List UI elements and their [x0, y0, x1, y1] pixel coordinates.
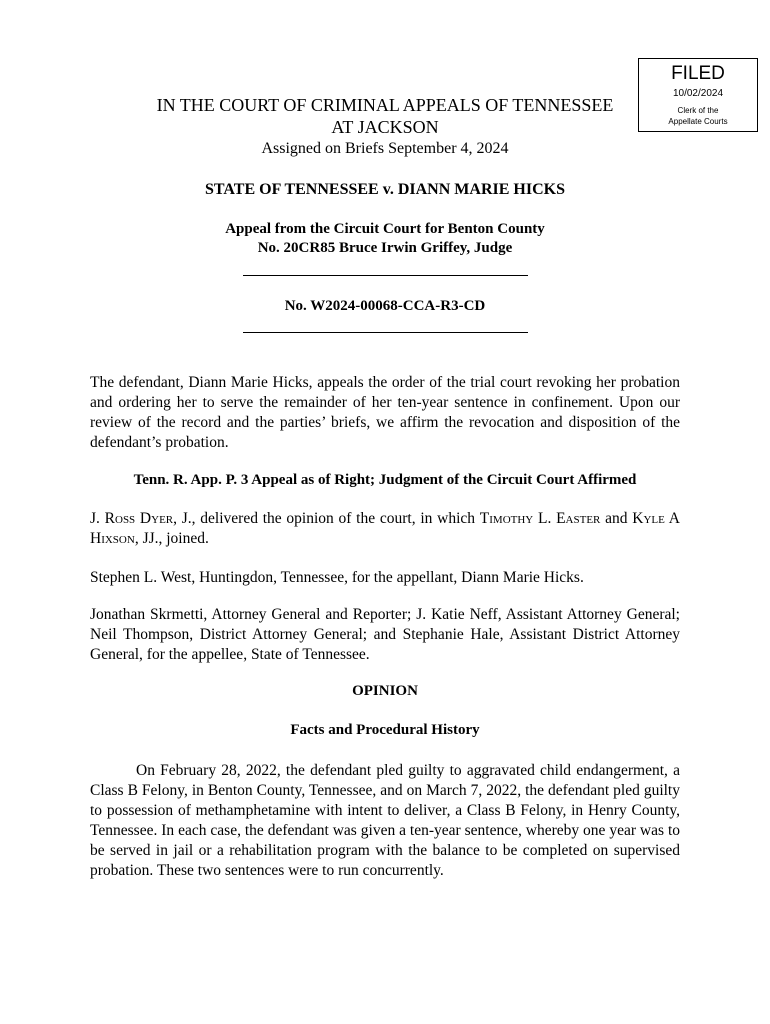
- appeal-from: Appeal from the Circuit Court for Benton County: [225, 221, 545, 237]
- assigned-date: Assigned on Briefs September 4, 2024: [261, 140, 509, 157]
- divider-top: [243, 275, 528, 276]
- facts-heading: Facts and Procedural History: [290, 722, 480, 738]
- panel-judges: [90, 509, 680, 549]
- joining-judge-2: Kyle A Hixson: [90, 510, 680, 547]
- stamp-filed-label: FILED: [671, 63, 725, 84]
- judges-text-1: , J., delivered the opinion of the court, in which: [173, 510, 480, 527]
- stamp-clerk: Clerk of the: [677, 106, 719, 115]
- divider-bottom: [243, 332, 528, 333]
- judges-text-2: and: [600, 510, 633, 527]
- facts-paragraph: On February 28, 2022, the defendant pled guilty to aggravated child endangerment, a Class B Felony, in Benton County, Tennessee, and on March 7, 2022, the defendant pled guilty to possession of methamphetamine with intent to deliver, a Class B Felony, in Henry County, Tennessee. In each case, the defendant was given a ten-year sentence, whereby one year was to be served in jail or a rehabilitation program with the balance to be completed on supervised probation. These two sentences were to run concurrently.: [90, 762, 680, 879]
- judges-text-3: , JJ., joined.: [134, 530, 209, 547]
- joining-judge-1: Timothy L. Easter: [479, 510, 601, 527]
- case-summary: The defendant, Diann Marie Hicks, appeals the order of the trial court revoking her probation and ordering her to serve the remainder of her ten-year sentence in confinement. Upon our review of the record and the parties’ briefs, we affirm the revocation and disposition of the defendant’s probation.: [90, 374, 680, 451]
- stamp-date: 10/02/2024: [672, 88, 724, 99]
- stamp-courts: Appellate Courts: [668, 117, 728, 126]
- holding-line: Tenn. R. App. P. 3 Appeal as of Right; Judgment of the Circuit Court Affirmed: [133, 472, 637, 488]
- counsel-appellant: Stephen L. West, Huntingdon, Tennessee, for the appellant, Diann Marie Hicks.: [90, 569, 584, 586]
- case-caption: STATE OF TENNESSEE v. DIANN MARIE HICKS: [205, 181, 565, 198]
- counsel-appellee: Jonathan Skrmetti, Attorney General and Reporter; J. Katie Neff, Assistant Attorney General; Neil Thompson, District Attorney General; and Stephanie Hale, Assistant District Attorney General, for the appellee, State of Tennessee.: [90, 606, 680, 663]
- appellate-docket-number: No. W2024-00068-CCA-R3-CD: [284, 298, 486, 314]
- court-name: IN THE COURT OF CRIMINAL APPEALS OF TENNESSEE: [156, 95, 614, 115]
- opinion-heading: OPINION: [352, 683, 418, 699]
- author-judge: J. Ross Dyer: [90, 510, 174, 527]
- trial-docket-judge: No. 20CR85 Bruce Irwin Griffey, Judge: [257, 240, 513, 256]
- court-location: AT JACKSON: [331, 117, 439, 137]
